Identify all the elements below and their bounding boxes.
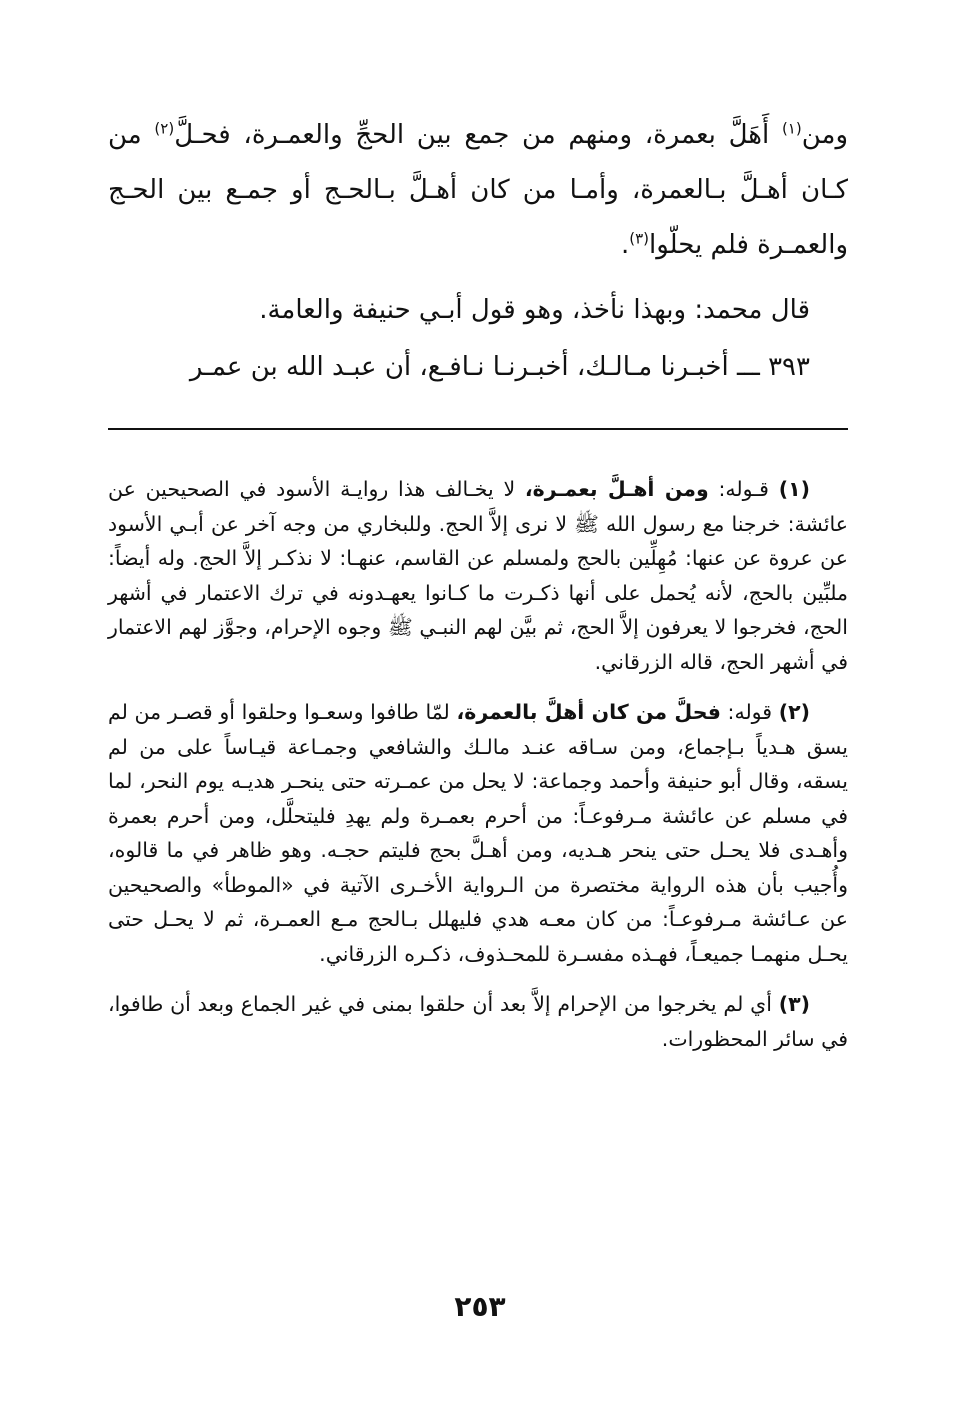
main-text bbox=[108, 108, 848, 395]
footnote-separator bbox=[108, 428, 848, 430]
footnote-1: (١) قـوله: ومن أهـلَّ بعمـرة، لا يخـالف هذا روايـة الأسود في الصحيحين عن عائشة: خرجنا مع رسول الله ﷺ لا نرى إلاَّ الحج. وللبخاري من وجه آخر عن أبـي الأسود عن عروة عن عنها: مُهِلِّين بالحج ولمسلم عن القاسم، عنهـا: لا نذكـر إلاَّ الحج. وله أيضاً: ملبِّين بالحج، لأنه يُحمل على أنها ذكـرت ما كـانوا يعهـدونه في ترك الاعتمار في أشهر الحج، فخرجوا لا يعرفون إلاَّ الحج، ثم بيَّن لهم النبـي ﷺ وجوه الإحرام، وجوَّز لهم الاعتمار في أشهر الحج، قاله الزرقاني. bbox=[108, 477, 848, 674]
main-paragraph-1: ومن$^{(١)}$ أَهَلَّ بعمرة، ومنهم من جمع بين الحجِّ والعمـرة، فحـلَّ$^{(٢)}$ من كـان أهـلَّ بـالعمرة، وأمـا من كان أهـلَّ بـالحـج أو جمـع بين الحـج والعمـرة فلم يحلّوا$^{(٣)}$. bbox=[108, 119, 848, 260]
footnote-ref-2[interactable]: (٢) bbox=[154, 119, 175, 138]
footnote-ref-3[interactable]: (٣) bbox=[629, 229, 649, 248]
footnote-3: (٣) أي لم يخرجوا من الإحرام إلاَّ بعد أن حلقوا بمنى في غير الجماع وبعد أن طافوا، في سائر المحظورات. bbox=[108, 992, 848, 1051]
main-paragraph-3: ٣٩٣ ـــ أخبـرنا مـالـك، أخبـرنـا نـافـع، أن عبـد الله بن عمـر bbox=[189, 352, 810, 382]
footnote-number: (١) bbox=[778, 477, 810, 501]
footnote-2: (٢) قوله: فحلَّ من كان أهلَّ بالعمرة، لمّا طافوا وسعـوا وحلقوا أو قصـر من لم يسق هـدياً بـإجماع، ومن سـاقه عنـد مالـك والشافعي وجمـاعة قيـاساً على من لم يسقه، وقال أبو حنيفة وأحمد وجماعة: لا يحل من عمـرته حتى ينحـر هديـه يوم النحر، لما في مسلم عن عائشة مـرفوعـاً: من أحرم بعمـرة ولم يهدِ فليتحلَّل، ومن أحرم بعمرة وأهـدى فلا يحـل حتى ينحر هـديه، ومن أهـلَّ بحج فليتم حجـه. وهو ظاهر في ما قالوه، وأُجيب بأن هذه الرواية مختصرة من الـرواية الأخـرى الآتية في «الموطأ» والصحيحين عن عـائشة مـرفوعـاً: من كان معـه هدي فليهلل بـالحج مـع العمـرة، ثم لا يحـل حتى يحـل منهمـا جميعـاً، فهـذه مفسـرة للمحـذوف، ذكـره الزرقاني. bbox=[108, 700, 848, 966]
footnotes bbox=[108, 472, 848, 1072]
footnote-quote: ومن أهـلَّ بعمـرة، bbox=[524, 477, 709, 501]
footnote-number: (٢) bbox=[778, 700, 810, 724]
footnote-ref-1[interactable]: (١) bbox=[781, 119, 802, 138]
page-number: ٢٥٣ bbox=[454, 1290, 506, 1323]
footnote-number: (٣) bbox=[778, 992, 810, 1016]
main-paragraph-2: قال محمد: وبهذا نأخذ، وهو قول أبـي حنيفة والعامة. bbox=[259, 295, 810, 325]
footnote-quote: فحلَّ من كان أهلَّ بالعمرة، bbox=[456, 700, 721, 724]
